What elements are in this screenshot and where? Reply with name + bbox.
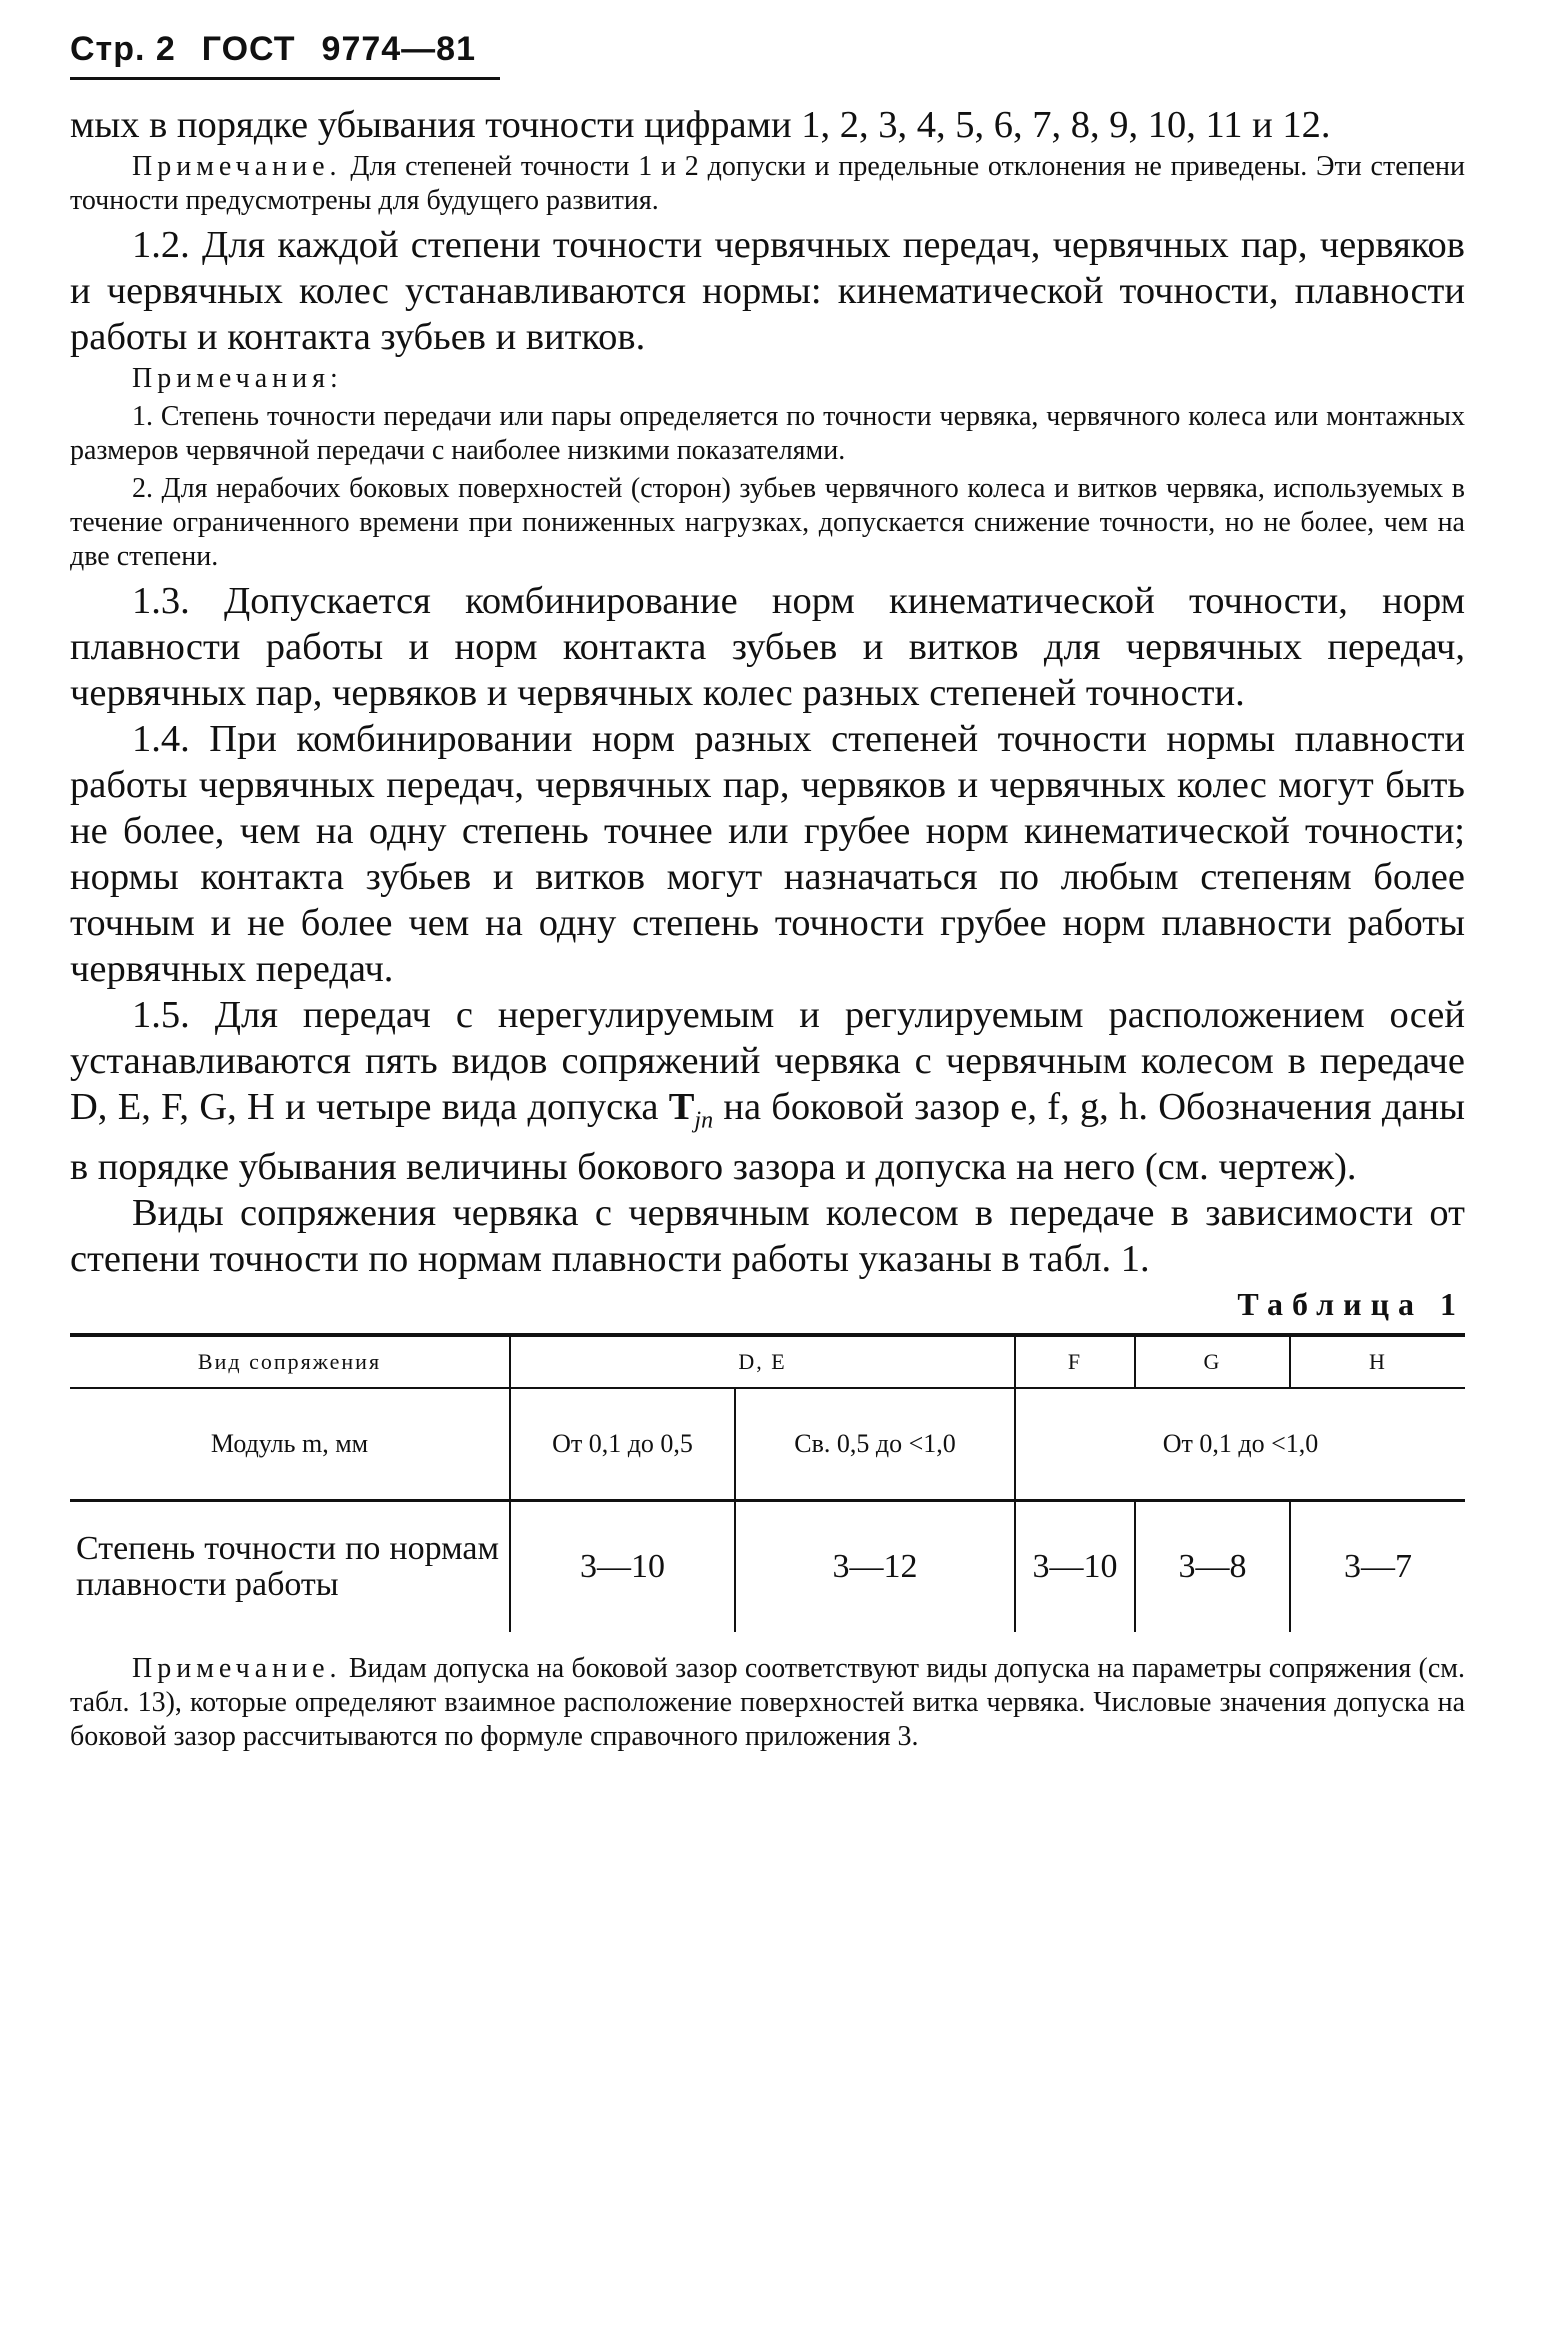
tolerance-symbol: T: [668, 1086, 695, 1128]
spacer: [70, 1632, 1465, 1638]
group-g: G: [1135, 1335, 1290, 1388]
note-label: Примечание.: [132, 151, 342, 182]
page-number: Стр. 2: [70, 30, 176, 68]
group-f: F: [1015, 1335, 1135, 1388]
note-text: Для степеней точности 1 и 2 допуски и предельные отклонения не приведены. Эти степени точности предусмотрены для будущего развития.: [70, 151, 1465, 216]
document-page: [70, 30, 1465, 1758]
group-h: H: [1290, 1335, 1465, 1388]
table-note: [70, 1652, 1465, 1754]
paragraph-continuation: мых в порядке убывания точности цифрами 1, 2, 3, 4, 5, 6, 7, 8, 9, 10, 11 и 12.: [70, 104, 1331, 146]
degree-de-1: 3—10: [510, 1500, 735, 1632]
standard-number: 9774—81: [321, 30, 476, 68]
degree-de-2: 3—12: [735, 1500, 1015, 1632]
module-range-3: От 0,1 до <1,0: [1015, 1388, 1465, 1501]
table-caption: Таблица 1: [1237, 1285, 1465, 1322]
notes-heading: Примечания:: [132, 363, 343, 394]
paragraph-1-4: 1.4. При комбинировании норм разных степеней точности нормы плавности работы червячных передач, червячных пар, червяков и червячных колес могут быть не более, чем на одну степень точнее или грубее норм кинематической точности; нормы контакта зубьев и витков могут назначаться по любым степеням более точным и не более чем на одну степень точности грубее норм плавности работы червячных передач.: [70, 718, 1465, 990]
degree-g: 3—8: [1135, 1500, 1290, 1632]
table-row-degree: [70, 1500, 1465, 1632]
table-note-label: Примечание.: [132, 1652, 342, 1684]
module-range-2: Св. 0,5 до <1,0: [735, 1388, 1015, 1501]
degree-f: 3—10: [1015, 1500, 1135, 1632]
note-degrees: [70, 150, 1465, 218]
paragraph-1-5-part-a: 1.5. Для передач с нерегулируемым и регулируемым расположением осей устанавливаются пять видов сопряжений червяка с червячным колесом в передаче D, E, F, G, H и четыре вида допуска: [70, 994, 1465, 1128]
row-header-module-text: Модуль m, мм: [210, 1428, 369, 1458]
degree-h: 3—7: [1290, 1500, 1465, 1632]
table-1: [70, 1333, 1465, 1632]
row-header-degree: Степень точности по нормам плавности работы: [76, 1529, 499, 1603]
group-de: D, E: [510, 1335, 1015, 1388]
tolerance-subscript: jn: [694, 1107, 714, 1134]
page-header: [70, 30, 1465, 69]
header-rule: [70, 77, 500, 80]
paragraph-1-5-part-b: на боковой зазор e, f, g, h. Обозначения даны в порядке убывания величины бокового зазора и допуска на него (см. чертеж).: [70, 1086, 1465, 1188]
table-row-mating-type: [70, 1335, 1465, 1388]
module-range-1: От 0,1 до 0,5: [510, 1388, 735, 1501]
paragraph-1-3: 1.3. Допускается комбинирование норм кинематической точности, норм плавности работы и норм контакта зубьев и витков для червячных передач, червячных пар, червяков и червячных колес разных степеней точности.: [70, 580, 1465, 714]
table-note-text: Видам допуска на боковой зазор соответствуют виды допуска на параметры сопряжения (см. табл. 13), которые определяют взаимное расположение поверхностей витка червяка. Числовые значения допуска на боковой зазор рассчитываются по формуле справочного приложения 3.: [70, 1652, 1465, 1752]
note-1: 1. Степень точности передачи или пары определяется по точности червяка, червячного колеса или монтажных размеров червячной передачи с наиболее низкими показателями.: [70, 401, 1465, 466]
notes-label: [70, 362, 1465, 396]
standard-label: ГОСТ: [201, 30, 296, 68]
row-header-mating: Вид сопряжения: [70, 1335, 510, 1388]
paragraph-1-2: 1.2. Для каждой степени точности червячных передач, червячных пар, червяков и червячных колес устанавливаются нормы: кинематической точности, плавности работы и контакта зубьев и витков.: [70, 224, 1465, 358]
note-2: 2. Для нерабочих боковых поверхностей (сторон) зубьев червячного колеса и витков червяка, используемых в течение ограниченного времени при пониженных нагрузках, допускается снижение точности, но не более, чем на две степени.: [70, 473, 1465, 572]
row-header-module: [70, 1388, 510, 1501]
paragraph-1-5: [70, 992, 1465, 1190]
table-row-module: [70, 1388, 1465, 1501]
paragraph-table-ref: Виды сопряжения червяка с червячным колесом в передаче в зависимости от степени точности по нормам плавности работы указаны в табл. 1.: [70, 1191, 1465, 1280]
